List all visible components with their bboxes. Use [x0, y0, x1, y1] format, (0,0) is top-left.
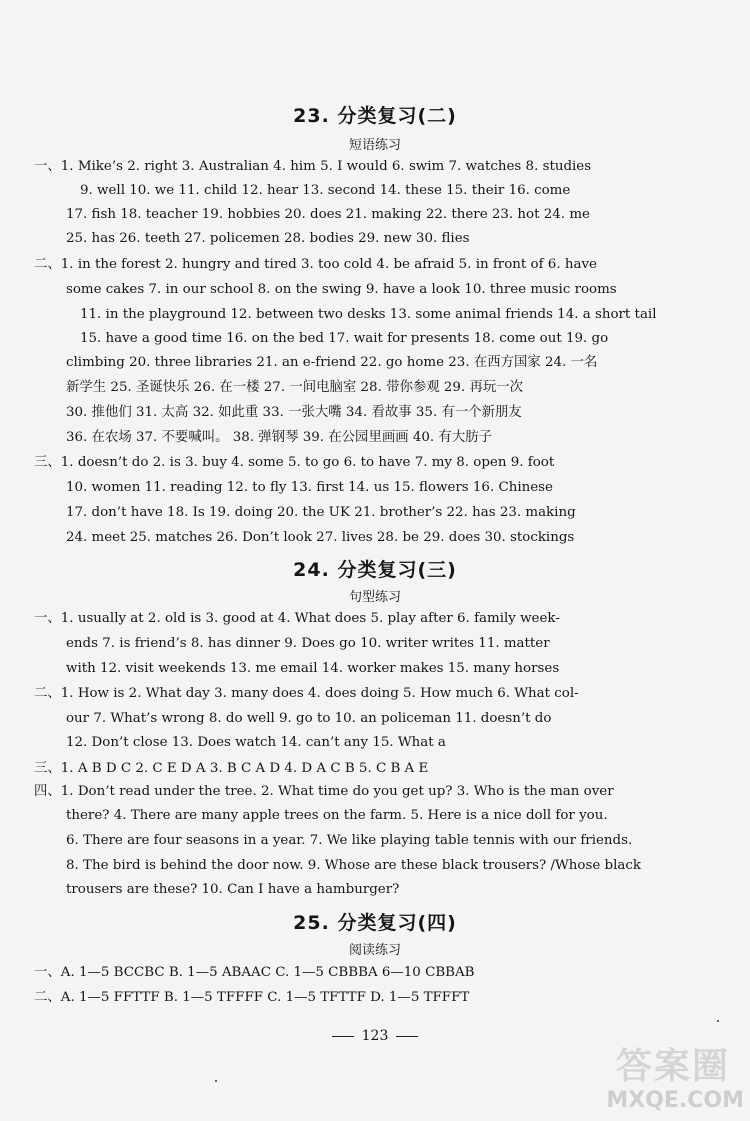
answer-line: 17. don’t have 18. Is 19. doing 20. the UK 21. brother’s 22. has 23. making — [66, 505, 576, 520]
answer-line: 二、1. How is 2. What day 3. many does 4. does doing 5. How much 6. What col- — [34, 686, 579, 701]
answer-line: 四、1. Don’t read under the tree. 2. What time do you get up? 3. Who is the man over — [34, 784, 614, 799]
watermark-bottom-text: MXQE.COM — [606, 1088, 744, 1113]
answer-line: some cakes 7. in our school 8. on the swing 9. have a look 10. three music rooms — [66, 282, 617, 297]
answer-line: 25. has 26. teeth 27. policemen 28. bodies 29. new 30. flies — [66, 231, 470, 246]
section-24-subtitle: 句型练习 — [348, 590, 401, 605]
page-number-text: 123 — [361, 1028, 389, 1044]
answer-line: 一、1. usually at 2. old is 3. good at 4. What does 5. play after 6. family week- — [34, 611, 560, 626]
answer-line: 24. meet 25. matches 26. Don’t look 27. lives 28. be 29. does 30. stockings — [66, 530, 575, 545]
answer-line: 17. fish 18. teacher 19. hobbies 20. does 21. making 22. there 23. hot 24. me — [66, 207, 590, 222]
section-25-subtitle: 阅读练习 — [348, 943, 401, 958]
watermark-logo — [606, 1038, 744, 1113]
answer-line: 三、1. doesn’t do 2. is 3. buy 4. some 5. to go 6. to have 7. my 8. open 9. foot — [34, 455, 555, 470]
answer-line: 15. have a good time 16. on the bed 17. wait for presents 18. come out 19. go — [80, 331, 609, 346]
answer-line: 二、1. in the forest 2. hungry and tired 3. too cold 4. be afraid 5. in front of 6. have — [34, 257, 597, 272]
answer-line: 三、1. A B D C 2. C E D A 3. B C A D 4. D A C B 5. C B A E — [34, 761, 429, 776]
answer-line: ends 7. is friend’s 8. has dinner 9. Does go 10. writer writes 11. matter — [66, 636, 550, 651]
answer-line: 12. Don’t close 13. Does watch 14. can’t any 15. What a — [66, 735, 446, 750]
answer-line: 新学生 25. 圣诞快乐 26. 在一楼 27. 一间电脑室 28. 带你参观 29. 再玩一次 — [66, 380, 524, 395]
answer-line: with 12. visit weekends 13. me email 14. worker makes 15. many horses — [66, 661, 560, 676]
answer-line: our 7. What’s wrong 8. do well 9. go to 10. an policeman 11. doesn’t do — [66, 711, 552, 726]
answer-line: trousers are these? 10. Can I have a hamburger? — [66, 882, 400, 897]
dash-right — [396, 1036, 418, 1037]
scan-speck — [717, 1020, 719, 1022]
answer-line: 9. well 10. we 11. child 12. hear 13. second 14. these 15. their 16. come — [80, 183, 571, 198]
dash-left — [332, 1036, 354, 1037]
answer-line: 36. 在农场 37. 不要喊叫。 38. 弹钢琴 39. 在公园里画画 40. 有大肪子 — [66, 430, 492, 445]
watermark-top-text: 答案圈 — [615, 1046, 730, 1087]
answer-line: 6. There are four seasons in a year. 7. We like playing table tennis with our friends. — [66, 833, 633, 848]
scan-speck — [215, 1080, 217, 1082]
answer-line: 30. 推他们 31. 太高 32. 如此重 33. 一张大嘴 34. 看故事 35. 有一个新朋友 — [66, 405, 522, 420]
answer-line: 10. women 11. reading 12. to fly 13. first 14. us 15. flowers 16. Chinese — [66, 480, 553, 495]
answer-line: 11. in the playground 12. between two desks 13. some animal friends 14. a short tail — [80, 307, 657, 322]
answer-line: 一、A. 1—5 BCCBC B. 1—5 ABAAC C. 1—5 CBBBA 6—10 CBBAB — [34, 965, 475, 980]
section-23-title: 23. 分类复习(二) — [293, 105, 457, 127]
answer-line: 二、A. 1—5 FFTTF B. 1—5 TFFFF C. 1—5 TFTTF D. 1—5 TFFFT — [34, 990, 470, 1005]
answer-line: 一、1. Mike’s 2. right 3. Australian 4. him 5. I would 6. swim 7. watches 8. studies — [34, 159, 592, 174]
section-23-subtitle: 短语练习 — [348, 138, 401, 153]
section-25-title: 25. 分类复习(四) — [293, 912, 457, 934]
answer-line: climbing 20. three libraries 21. an e-friend 22. go home 23. 在西方国家 24. 一名 — [66, 355, 598, 370]
section-24-title: 24. 分类复习(三) — [293, 559, 457, 581]
answer-line: 8. The bird is behind the door now. 9. Whose are these black trousers? /Whose black — [66, 858, 641, 873]
answer-line: there? 4. There are many apple trees on the farm. 5. Here is a nice doll for you. — [66, 808, 608, 823]
